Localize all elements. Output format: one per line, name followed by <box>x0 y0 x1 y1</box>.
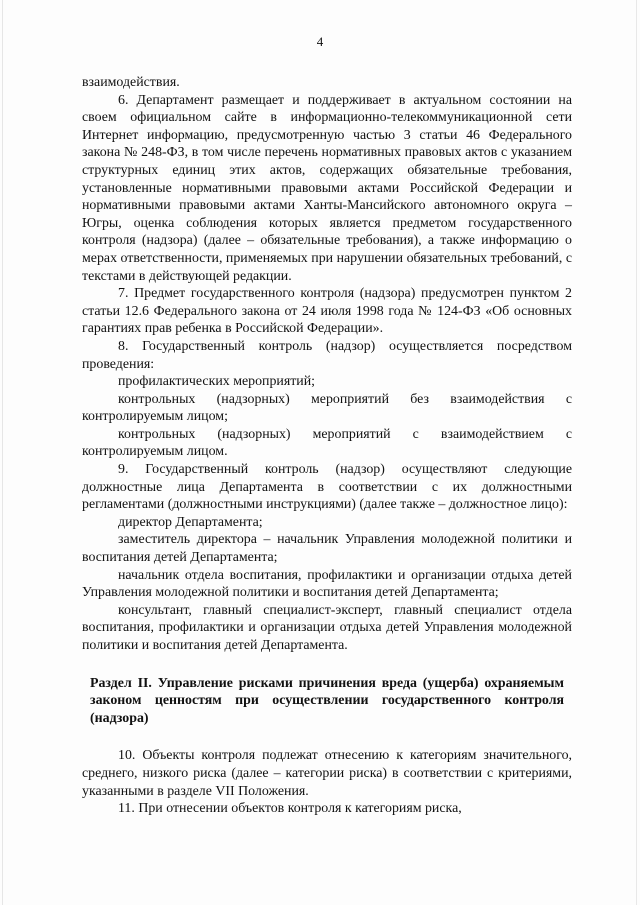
spacer <box>82 727 572 747</box>
paragraph: 7. Предмет государственного контроля (надзора) предусмотрен пунктом 2 статьи 12.6 Федерального закона от 24 июля 1998 года № 124-ФЗ «Об основных гарантиях прав ребенка в Российской Федерации». <box>82 286 572 337</box>
section-heading: Раздел II. Управление рисками причинения вреда (ущерба) охраняемым законом ценностям при осуществлении государственного контроля (надзора) <box>90 675 564 726</box>
paragraph: заместитель директора – начальник Управления молодежной политики и воспитания детей Департамента; <box>82 532 572 566</box>
paragraphs-before-section <box>82 74 572 655</box>
paragraph: 11. При отнесении объектов контроля к категориям риска, <box>118 801 462 817</box>
spacer <box>82 655 572 675</box>
paragraph: контрольных (надзорных) мероприятий без взаимодействия с контролируемым лицом; <box>82 391 572 425</box>
paragraph: 10. Объекты контроля подлежат отнесению к категориям значительного, среднего, низкого риска (далее – категории риска) в соответствии с критериями, указанными в разделе VII Положения. <box>82 748 572 799</box>
paragraph: 8. Государственный контроль (надзор) осуществляется посредством проведения: <box>82 338 572 372</box>
paragraph: взаимодействия. <box>82 75 180 90</box>
paragraphs-after-section <box>82 747 572 817</box>
paragraph: профилактических мероприятий; <box>118 374 316 390</box>
page-number: 4 <box>316 34 324 49</box>
paragraph: контрольных (надзорных) мероприятий с взаимодействием с контролируемым лицом. <box>82 426 572 460</box>
scan-edge-right <box>636 0 637 905</box>
paragraph: 9. Государственный контроль (надзор) осуществляют следующие должностные лица Департамента в соответствии с их должностными регламентами (должностными инструкциями) (далее также – должностное лицо): <box>82 462 572 513</box>
paragraph: консультант, главный специалист-эксперт, главный специалист отдела воспитания, профилактики и организации отдыха детей Управления молодежной политики и воспитания детей Департамента. <box>82 602 572 653</box>
paragraph: начальник отдела воспитания, профилактики и организации отдыха детей Управления молодежной политики и воспитания детей Департамента; <box>82 567 572 601</box>
document-body <box>82 74 572 818</box>
paragraph: 6. Департамент размещает и поддерживает в актуальном состоянии на своем официальном сайте в информационно-телекоммуникационной сети Интернет информацию, предусмотренную частью 3 статьи 46 Федерального закона № 248-ФЗ, в том числе перечень нормативных правовых актов с указанием структурных единиц этих актов, содержащих обязательные требования, установленные нормативными правовыми актами Российской Федерации и нормативными правовыми актами Ханты-Мансийского автономного округа – Югры, оценка соблюдения которых является предметом государственного контроля (надзора) (далее – обязательные требования), а также информацию о мерах ответственности, применяемых при нарушении обязательных требований, с текстами в действующей редакции. <box>82 92 572 284</box>
paragraph: директор Департамента; <box>118 514 263 530</box>
scan-edge-left <box>2 0 3 905</box>
